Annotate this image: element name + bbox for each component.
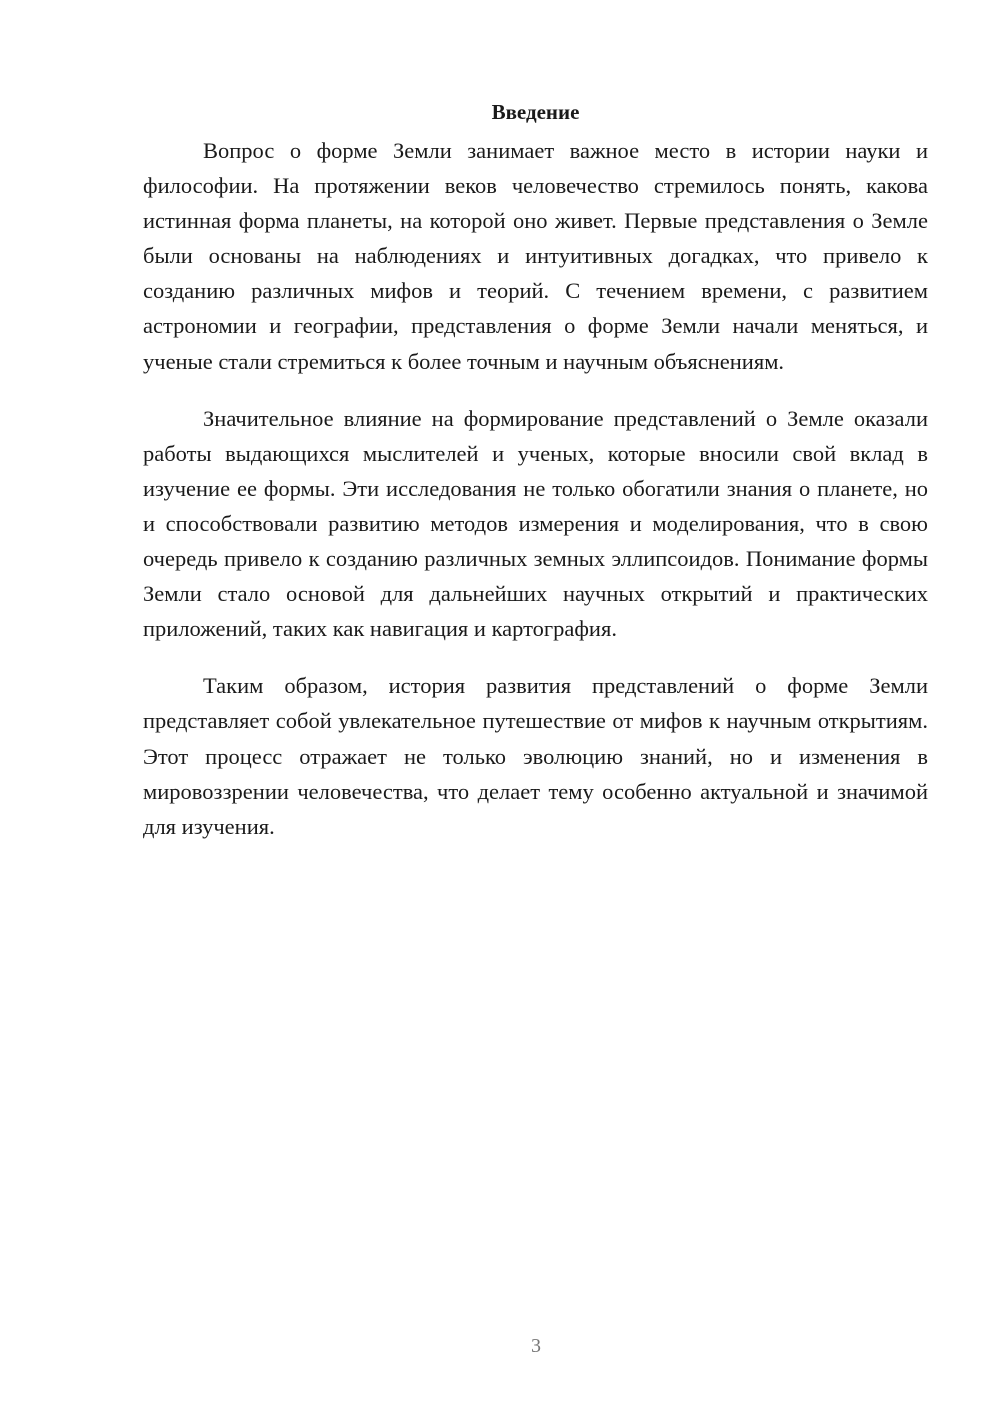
paragraph-1: Вопрос о форме Земли занимает важное место в истории науки и философии. На протяжении веков человечество стремилось понять, какова истинная форма планеты, на которой оно живет. Первые представления о Земле были основаны на наблюдениях и интуитивных догадках, что привело к созданию различных мифов и теорий. С течением времени, с развитием астрономии и географии, представления о форме Земли начали меняться, и ученые стали стремиться к более точным и научным объяснениям. xyxy=(143,138,928,374)
page-content xyxy=(143,98,928,844)
section-title: Введение xyxy=(491,100,580,124)
page-number: 3 xyxy=(531,1335,541,1357)
paragraph-3: Таким образом, история развития представлений о форме Земли представляет собой увлекательное путешествие от мифов к научным открытиям. Этот процесс отражает не только эволюцию знаний, но и изменения в мировоззрении человечества, что делает тему особенно актуальной и значимой для изучения. xyxy=(143,673,928,839)
paragraph-2: Значительное влияние на формирование представлений о Земле оказали работы выдающихся мыслителей и ученых, которые вносили свой вклад в изучение ее формы. Эти исследования не только обогатили знания о планете, но и способствовали развитию методов измерения и моделирования, что в свою очередь привело к созданию различных земных эллипсоидов. Понимание формы Земли стало основой для дальнейших научных открытий и практических приложений, таких как навигация и картография. xyxy=(143,405,928,642)
